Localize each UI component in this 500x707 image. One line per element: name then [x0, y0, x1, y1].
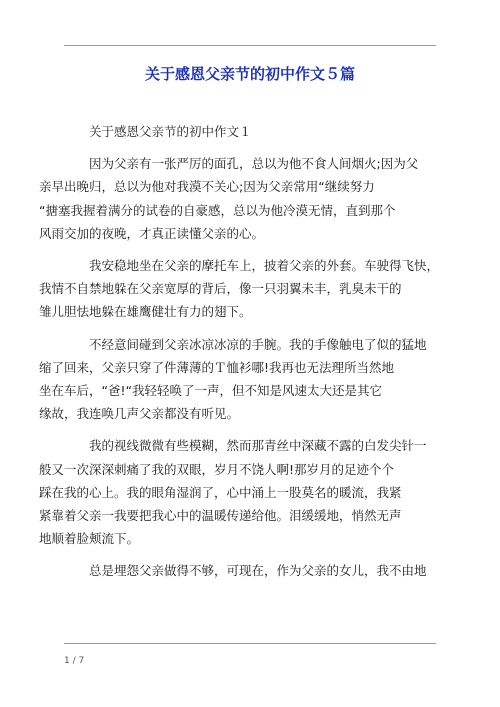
paragraph: [39, 152, 436, 245]
text-line: 地顺着脸颊流下。: [39, 531, 140, 547]
document-body: [39, 120, 440, 592]
text-line: 总是埋怨父亲做得不够，可现在，作为父亲的女儿，我不由地: [89, 563, 427, 579]
text-line: 缘故，我连唤几声父亲都没有听见。: [39, 406, 240, 422]
text-line: 紧靠着父亲一我要把我心中的温暖传递给他。泪缓缓地，悄然无声: [39, 508, 402, 524]
paragraph: [64, 559, 436, 582]
page-number: 1 / 7: [64, 656, 85, 666]
text-line: 因为父亲有一张严厉的面孔，总以为他不食人间烟火;因为父: [89, 156, 419, 172]
text-line: 坐在车后，“爸!“我轻轻唤了一声，但不知是风速太大还是其它: [39, 383, 382, 399]
text-line: 亲早出晚归，总以为他对我漠不关心;因为父亲常用“继续努力: [39, 179, 375, 195]
paragraph: [39, 333, 436, 426]
text-line: 关于感恩父亲节的初中作文１: [89, 124, 252, 139]
text-line: 风雨交加的夜晚，才真正读懂父亲的心。: [39, 225, 265, 241]
paragraph: [39, 434, 436, 550]
text-line: 雏儿胆怯地躲在雄鹰健壮有力的翅下。: [39, 304, 252, 320]
header-rule: [64, 45, 436, 46]
footer-rule: [64, 643, 436, 644]
document-title: 关于感恩父亲节的初中作文５篇: [144, 65, 355, 83]
text-line: 踩在我的心上。我的眼角湿润了，心中涌上一股莫名的暖流，我紧: [39, 484, 402, 500]
paragraph: [64, 120, 436, 143]
text-line: 我安稳地坐在父亲的摩托车上，披着父亲的外套。车驶得飞快，: [89, 258, 440, 274]
text-line: 我情不自禁地躲在父亲宽厚的背后，像一只羽翼未丰，乳臭未干的: [39, 281, 402, 297]
text-line: 般又一次深深刺痛了我的双眼，岁月不饶人啊!那岁月的足迹个个: [39, 461, 395, 477]
text-line: 缩了回来，父亲只穿了件薄薄的Ｔ恤衫哪!我再也无法理所当然地: [39, 359, 395, 375]
text-line: 不经意间碰到父亲冰凉冰凉的手腕。我的手像触电了似的猛地: [89, 336, 427, 352]
paragraph: [39, 254, 440, 324]
text-line: “搪塞我握着满分的试卷的自豪感，总以为他冷漠无情，直到那个: [39, 202, 396, 218]
text-line: 我的视线微微有些模糊，然而那青丝中深藏不露的白发尖针一: [89, 438, 427, 454]
